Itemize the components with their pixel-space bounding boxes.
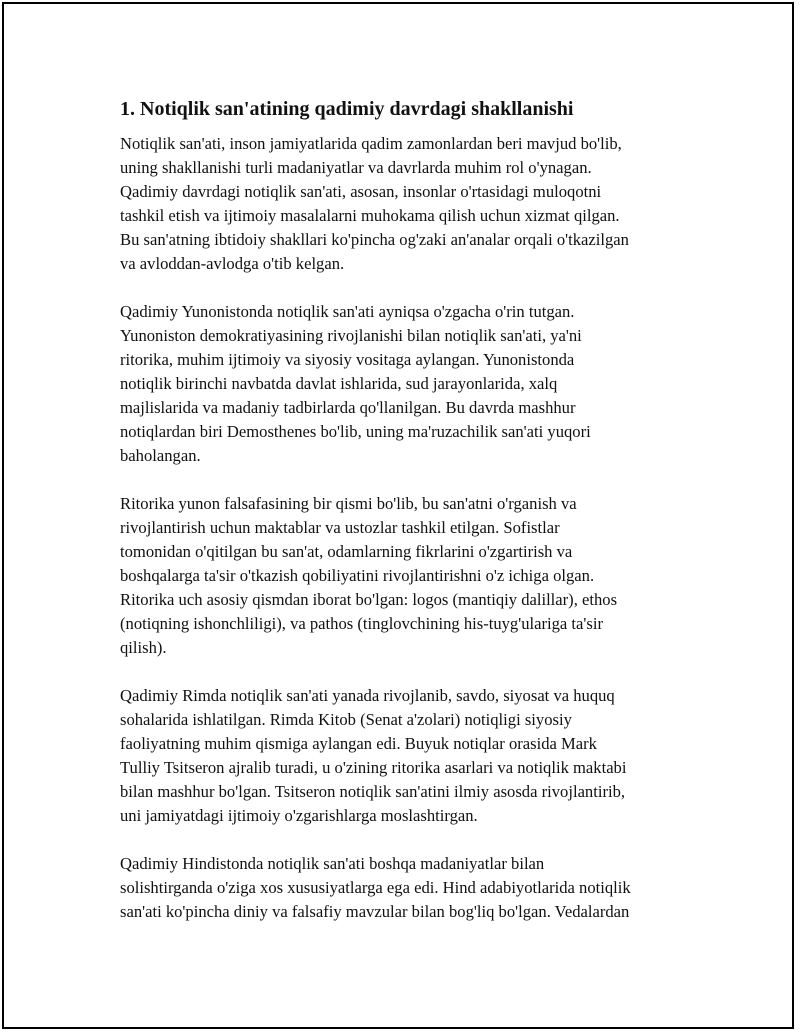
text-line: boshqalarga ta'sir o'tkazish qobiliyatini rivojlantirishni o'z ichiga olgan. <box>120 566 595 585</box>
text-line: tashkil etish va ijtimoiy masalalarni muhokama qilish uchun xizmat qilgan. <box>120 206 620 225</box>
text-line: (notiqning ishonchliligi), va pathos (tinglovchining his-tuyg'ulariga ta'sir <box>120 614 603 633</box>
paragraph <box>120 852 700 924</box>
text-line: majlislarida va madaniy tadbirlarda qo'llanilgan. Bu davrda mashhur <box>120 398 576 417</box>
text-line: Ritorika uch asosiy qismdan iborat bo'lgan: logos (mantiqiy dalillar), ethos <box>120 590 618 609</box>
section-heading: 1. Notiqlik san'atining qadimiy davrdagi shakllanishi <box>120 98 574 120</box>
document-page <box>2 2 794 1029</box>
document-body <box>120 96 700 948</box>
text-line: baholangan. <box>120 446 201 465</box>
text-line: notiqlik birinchi navbatda davlat ishlarida, sud jarayonlarida, xalq <box>120 374 558 393</box>
text-line: Tulliy Tsitseron ajralib turadi, u o'zining ritorika asarlari va notiqlik maktabi <box>120 758 627 777</box>
paragraph <box>120 300 700 468</box>
paragraph <box>120 684 700 828</box>
text-line: Ritorika yunon falsafasining bir qismi bo'lib, bu san'atni o'rganish va <box>120 494 577 513</box>
text-line: Bu san'atning ibtidoiy shakllari ko'pincha og'zaki an'analar orqali o'tkazilgan <box>120 230 629 249</box>
text-line: va avloddan-avlodga o'tib kelgan. <box>120 254 345 273</box>
text-line: Qadimiy Rimda notiqlik san'ati yanada rivojlanib, savdo, siyosat va huquq <box>120 686 615 705</box>
text-line: tomonidan o'qitilgan bu san'at, odamlarning fikrlarini o'zgartirish va <box>120 542 573 561</box>
paragraph <box>120 492 700 660</box>
text-line: bilan mashhur bo'lgan. Tsitseron notiqlik san'atini ilmiy asosda rivojlantirib, <box>120 782 626 801</box>
text-line: Yunoniston demokratiyasining rivojlanishi bilan notiqlik san'ati, ya'ni <box>120 326 582 345</box>
text-line: qilish). <box>120 638 167 657</box>
paragraph <box>120 132 700 276</box>
text-line: Qadimiy Hindistonda notiqlik san'ati boshqa madaniyatlar bilan <box>120 854 545 873</box>
text-line: notiqlardan biri Demosthenes bo'lib, uning ma'ruzachilik san'ati yuqori <box>120 422 591 441</box>
text-line: sohalarida ishlatilgan. Rimda Kitob (Senat a'zolari) notiqligi siyosiy <box>120 710 572 729</box>
text-line: solishtirganda o'ziga xos xususiyatlarga ega edi. Hind adabiyotlarida notiqlik <box>120 878 631 897</box>
text-line: Notiqlik san'ati, inson jamiyatlarida qadim zamonlardan beri mavjud bo'lib, <box>120 134 622 153</box>
text-line: rivojlantirish uchun maktablar va ustozlar tashkil etilgan. Sofistlar <box>120 518 560 537</box>
text-line: san'ati ko'pincha diniy va falsafiy mavzular bilan bog'liq bo'lgan. Vedalardan <box>120 902 630 921</box>
text-line: faoliyatning muhim qismiga aylangan edi. Buyuk notiqlar orasida Mark <box>120 734 597 753</box>
text-line: uning shakllanishi turli madaniyatlar va davrlarda muhim rol o'ynagan. <box>120 158 592 177</box>
text-line: Qadimiy davrdagi notiqlik san'ati, asosan, insonlar o'rtasidagi muloqotni <box>120 182 602 201</box>
text-line: uni jamiyatdagi ijtimoiy o'zgarishlarga moslashtirgan. <box>120 806 478 825</box>
text-line: ritorika, muhim ijtimoiy va siyosiy vositaga aylangan. Yunonistonda <box>120 350 575 369</box>
text-line: Qadimiy Yunonistonda notiqlik san'ati ayniqsa o'zgacha o'rin tutgan. <box>120 302 575 321</box>
